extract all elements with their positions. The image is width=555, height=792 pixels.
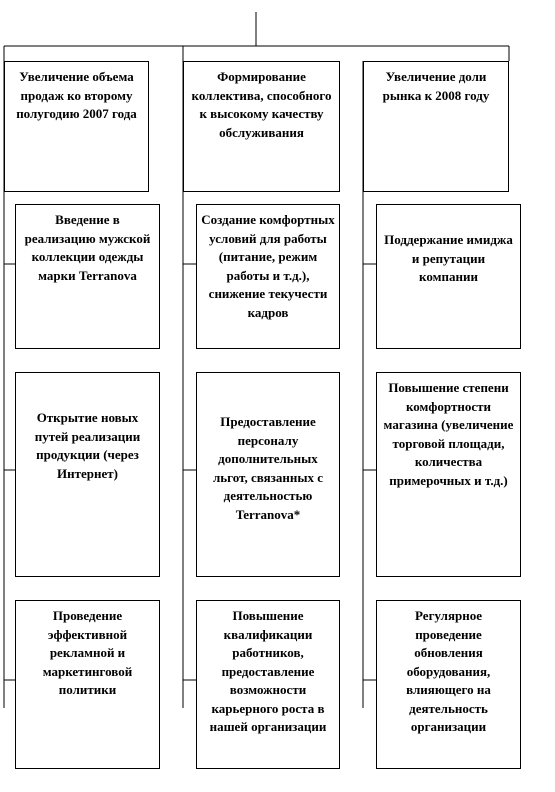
- task-box-image-reputation: [376, 204, 521, 349]
- goal-text: Формирование коллектива, способного к высокому качеству обслуживания: [191, 69, 332, 140]
- goal-box-sales: [4, 61, 149, 192]
- task-box-store-comfort: [376, 372, 521, 577]
- task-text: Повышение квалификации работников, предоставление возможности карьерного роста в нашей организации: [209, 608, 327, 734]
- task-text: Открытие новых путей реализации продукции (через Интернет): [34, 410, 141, 481]
- task-text: Предоставление персоналу дополнительных льгот, связанных с деятельностью Terranova*: [212, 414, 323, 522]
- task-box-work-conditions: [196, 204, 340, 349]
- task-box-staff-benefits: [196, 372, 340, 577]
- goal-box-market: [363, 61, 509, 192]
- task-text: Поддержание имиджа и репутации компании: [384, 232, 513, 284]
- goal-text: Увеличение доли рынка к 2008 году: [382, 69, 490, 103]
- task-text: Введение в реализацию мужской коллекции одежды марки Terranova: [24, 212, 151, 283]
- task-text: Проведение эффективной рекламной и маркетинговой политики: [42, 608, 133, 697]
- task-box-qualification: [196, 600, 340, 769]
- task-box-mens-collection: [15, 204, 160, 349]
- goal-box-team: [183, 61, 340, 192]
- goal-text: Увеличение объема продаж ко второму полугодию 2007 года: [16, 69, 137, 121]
- task-text: Создание комфортных условий для работы (питание, режим работы и т.д.), снижение текучести кадров: [201, 212, 335, 320]
- task-text: Повышение степени комфортности магазина (увеличение торговой площади, количества примерочных и т.д.): [383, 380, 514, 488]
- task-box-equipment-update: [376, 600, 521, 769]
- task-box-advertising: [15, 600, 160, 769]
- task-text: Регулярное проведение обновления оборудования, влияющего на деятельность организации: [406, 608, 491, 734]
- task-box-internet-sales: [15, 372, 160, 577]
